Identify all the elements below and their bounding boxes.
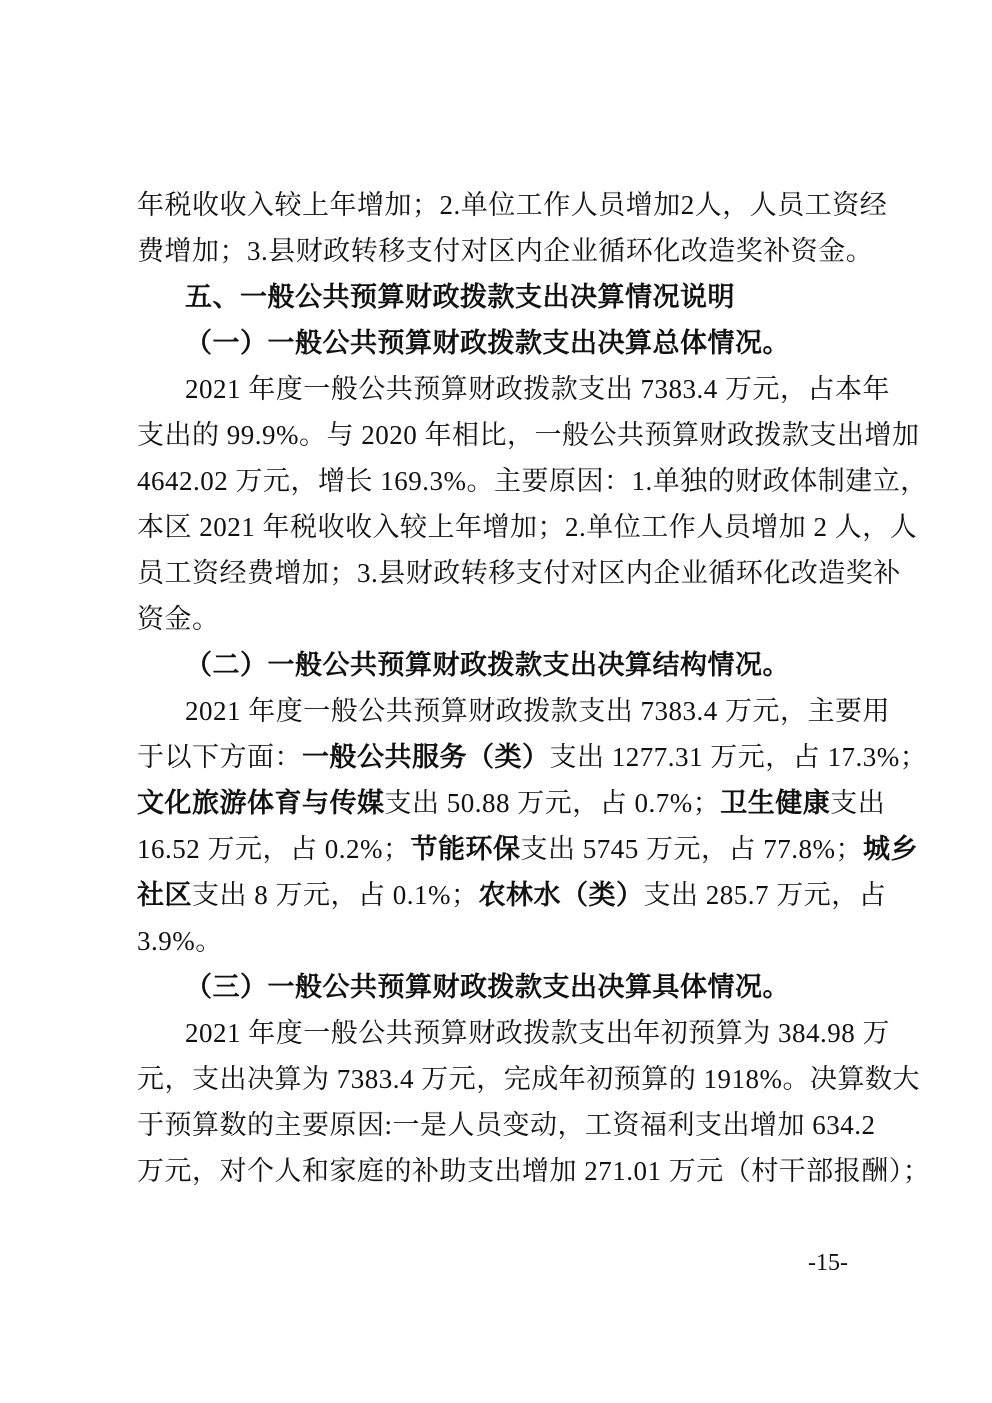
bold-category-text: 文化旅游体育与传媒 [137,788,385,818]
bold-category-text: 卫生健康 [720,788,831,818]
text-run: （三）一般公共预算财政拨款支出决算具体情况。 [185,972,790,1002]
paragraph-line [185,688,890,734]
text-run: 支出 1277.31 万元，占 17.3%； [549,742,928,772]
paragraph-line [137,182,888,228]
text-run: 万元，对个人和家庭的补助支出增加 271.01 万元（村干部报酬）； [137,1156,931,1186]
paragraph-line [137,826,918,872]
text-run: 于预算数的主要原因:一是人员变动，工资福利支出增加 634.2 [137,1110,876,1140]
section-heading [185,964,862,1010]
paragraph-line [137,412,920,458]
text-run: 支出 5745 万元，占 77.8%； [520,834,863,864]
text-run: 支出 8 万元，占 0.1%； [192,880,479,910]
text-run: （二）一般公共预算财政拨款支出决算结构情况。 [185,650,790,680]
page-number: -15- [808,1250,848,1276]
text-run: 2021 年度一般公共预算财政拨款支出年初预算为 384.98 万 [185,1018,890,1048]
paragraph-line [137,872,887,918]
bold-category-text: 社区 [137,880,192,910]
text-run: 支出 50.88 万元，占 0.7%； [384,788,721,818]
text-run: （一）一般公共预算财政拨款支出决算总体情况。 [185,328,790,358]
text-run: 资金。 [137,604,220,634]
bold-category-text: 一般公共服务（类） [302,742,550,772]
text-run: 2021 年度一般公共预算财政拨款支出 7383.4 万元，占本年 [185,374,890,404]
paragraph-line [185,1010,890,1056]
text-run: 本区 2021 年税收收入较上年增加；2.单位工作人员增加 2 人，人 [137,512,918,542]
paragraph-line [137,1056,920,1102]
text-run: 支出的 99.9%。与 2020 年相比，一般公共预算财政拨款支出增加 [137,420,920,450]
paragraph-line [137,918,862,964]
text-run: 4642.02 万元，增长 169.3%。主要原因：1.单独的财政体制建立， [137,466,928,496]
text-run: 支出 285.7 万元，占 [643,880,887,910]
paragraph-line [137,228,874,274]
section-heading [185,274,862,320]
bold-category-text: 农林水（类） [478,880,644,910]
section-heading [185,642,862,688]
text-run: 年税收收入较上年增加；2.单位工作人员增加2人，人员工资经 [137,190,888,220]
paragraph-line [137,550,901,596]
paragraph-line [137,734,928,780]
paragraph-line [137,458,928,504]
text-run: 3.9%。 [137,926,223,956]
section-heading [185,320,862,366]
paragraph-line [137,504,918,550]
bold-category-text: 城乡 [863,834,918,864]
paragraph-line [137,596,862,642]
text-run: 元，支出决算为 7383.4 万元，完成年初预算的 1918%。决算数大 [137,1064,920,1094]
paragraph-line [137,1102,876,1148]
text-run: 16.52 万元，占 0.2%； [137,834,411,864]
paragraph-line [185,366,890,412]
text-run: 员工资经费增加；3.县财政转移支付对区内企业循环化改造奖补 [137,558,901,588]
text-run: 支出 [830,788,886,818]
text-run: 2021 年度一般公共预算财政拨款支出 7383.4 万元，主要用 [185,696,890,726]
paragraph-line [137,780,886,826]
bold-category-text: 节能环保 [410,834,521,864]
text-run: 于以下方面： [137,742,302,772]
paragraph-line [137,1148,931,1194]
text-run: 五、一般公共预算财政拨款支出决算情况说明 [185,282,735,312]
text-run: 费增加；3.县财政转移支付对区内企业循环化改造奖补资金。 [137,236,874,266]
